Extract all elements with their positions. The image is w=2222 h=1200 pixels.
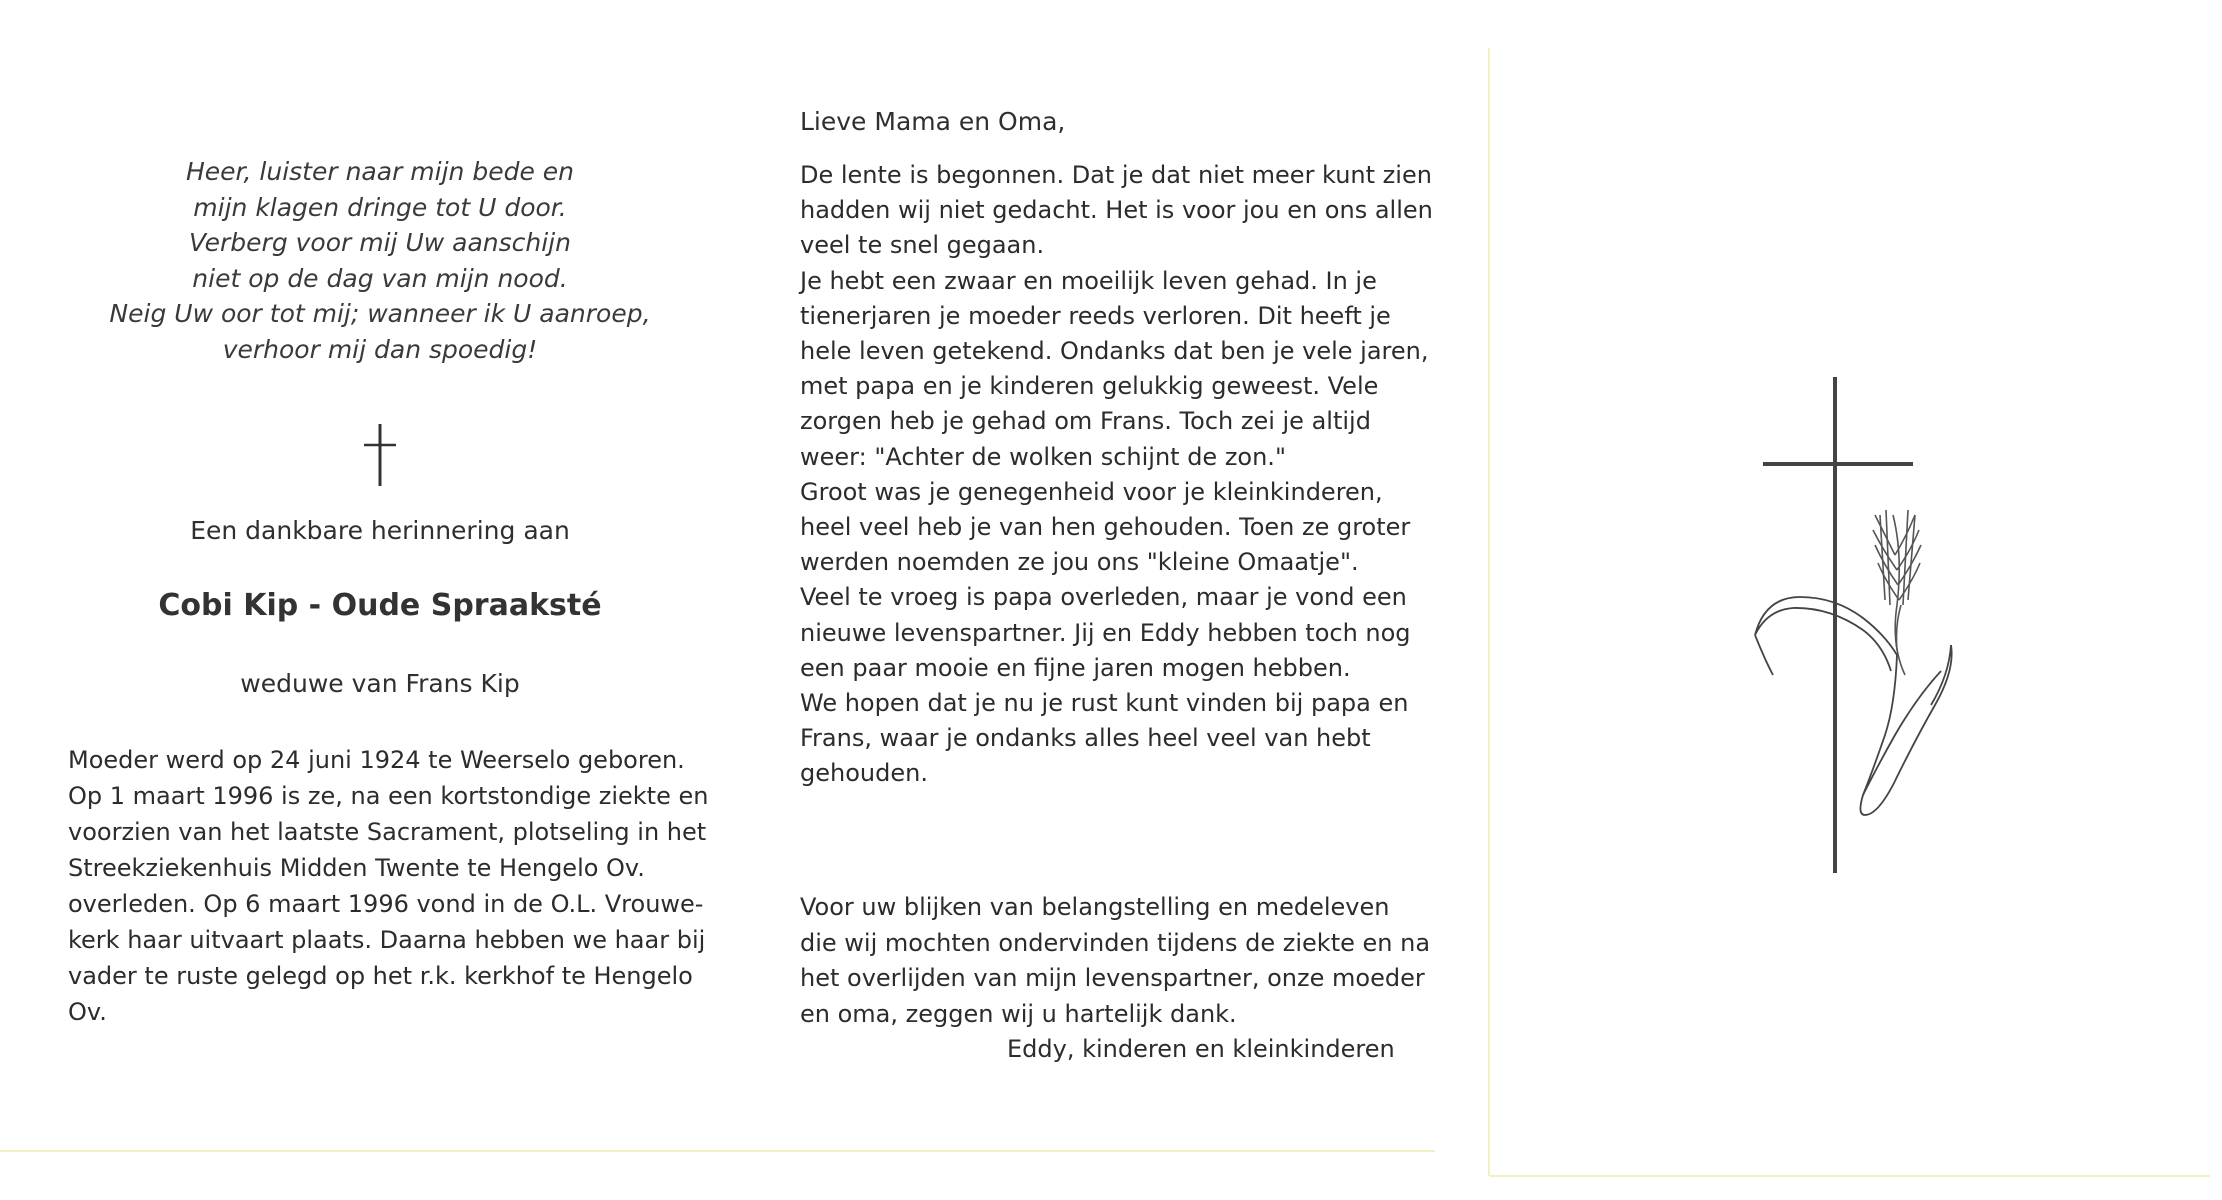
widow-of-line: weduwe van Frans Kip	[240, 669, 520, 698]
prayer-line: Verberg voor mij Uw aanschijn	[189, 228, 571, 257]
letter-line: gehouden.	[800, 759, 928, 788]
letter-line: met papa en je kinderen gelukkig geweest. Vele	[800, 372, 1379, 401]
signature: Eddy, kinderen en kleinkinderen	[1007, 1035, 1395, 1063]
letter-body	[800, 158, 1440, 792]
bottom-edge-right	[1490, 1175, 2210, 1177]
fold-edge-vertical	[1488, 48, 1490, 1176]
letter-line: We hopen dat je nu je rust kunt vinden bij papa en	[800, 689, 1409, 718]
letter-line: De lente is begonnen. Dat je dat niet meer kunt zien	[800, 161, 1432, 189]
remembrance-heading: Een dankbare herinnering aan	[190, 516, 570, 545]
deceased-name: Cobi Kip - Oude Spraaksté	[158, 588, 602, 623]
bio-line: voorzien van het laatste Sacrament, plotseling in het	[68, 818, 707, 846]
letter-line: weer: "Achter de wolken schijnt de zon."	[800, 442, 1286, 471]
thanks-line: die wij mochten ondervinden tijdens de ziekte en na	[800, 928, 1431, 957]
letter-line: nieuwe levenspartner. Jij en Eddy hebben toch nog	[800, 618, 1411, 647]
prayer-line: Heer, luister naar mijn bede en	[185, 157, 575, 186]
prayer-line: verhoor mij dan spoedig!	[222, 334, 538, 364]
left-panel	[0, 0, 760, 1200]
letter-line: tienerjaren je moeder reeds verloren. Dit heeft je	[800, 301, 1391, 330]
letter-line: zorgen heb je gehad om Frans. Toch zei je altijd	[800, 407, 1371, 436]
thanks-line: Voor uw blijken van belangstelling en medeleven	[800, 893, 1390, 921]
thanks-line: het overlijden van mijn levenspartner, onze moeder	[800, 964, 1425, 992]
prayer-verse	[70, 154, 690, 367]
letter-line: Frans, waar je ondanks alles heel veel van hebt	[800, 724, 1371, 753]
bio-line: Ov.	[68, 998, 107, 1026]
letter-line: werden noemden ze jou ons "kleine Omaatje".	[800, 548, 1359, 577]
thanks-paragraph	[800, 890, 1450, 1032]
letter-greeting: Lieve Mama en Oma,	[800, 107, 1066, 136]
letter-line: heel veel heb je van hen gehouden. Toen ze groter	[800, 513, 1411, 542]
letter-line: een paar mooie en fijne jaren mogen hebben.	[800, 653, 1351, 682]
bio-line: Moeder werd op 24 juni 1924 te Weerselo geboren.	[68, 746, 685, 774]
prayer-line: mijn klagen dringe tot U door.	[193, 192, 567, 222]
prayer-line: niet op de dag van mijn nood.	[192, 263, 568, 293]
bio-line: Op 1 maart 1996 is ze, na een kortstondige ziekte en	[68, 782, 709, 810]
prayer-line: Neig Uw oor tot mij; wanneer ik U aanroep,	[109, 299, 651, 328]
latin-cross-icon	[362, 423, 398, 487]
bio-line: kerk haar uitvaart plaats. Daarna hebben we haar bij	[68, 926, 706, 954]
letter-line: hadden wij niet gedacht. Het is voor jou en ons allen	[800, 196, 1433, 225]
cross-with-wheat-icon	[1745, 375, 2015, 875]
letter-line: Veel te vroeg is papa overleden, maar je vond een	[800, 583, 1407, 612]
bio-line: Streekziekenhuis Midden Twente te Hengelo Ov.	[68, 854, 645, 882]
thanks-line: en oma, zeggen wij u hartelijk dank.	[800, 999, 1237, 1028]
bio-line: overleden. Op 6 maart 1996 vond in de O.L. Vrouwe-	[68, 890, 704, 918]
letter-line: veel te snel gegaan.	[800, 231, 1045, 260]
letter-line: Je hebt een zwaar en moeilijk leven gehad. In je	[800, 266, 1377, 295]
letter-line: Groot was je genegenheid voor je kleinkinderen,	[800, 477, 1383, 506]
biography-paragraph	[68, 742, 708, 1030]
letter-line: hele leven getekend. Ondanks dat ben je vele jaren,	[800, 337, 1429, 366]
bio-line: vader te ruste gelegd op het r.k. kerkhof te Hengelo	[68, 962, 693, 990]
